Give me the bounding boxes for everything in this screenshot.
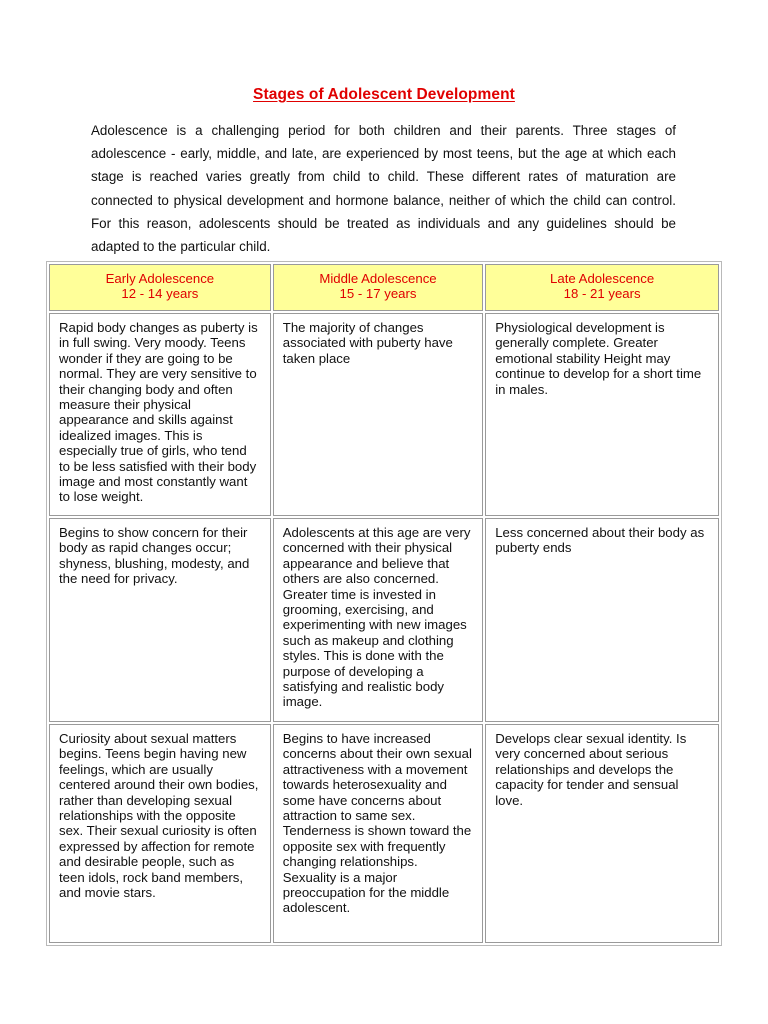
cell-text: Develops clear sexual identity. Is very concerned about serious relationships and develops the capacity for tender and sensual love. [495, 731, 687, 808]
table-row [49, 724, 719, 943]
table-cell [49, 313, 271, 516]
cell-text: Less concerned about their body as puberty ends [495, 525, 705, 556]
table-cell [49, 724, 271, 943]
cell-text: Physiological development is generally complete. Greater emotional stability Height may continue to develop for a short time in males. [495, 320, 702, 397]
header-age-range: 15 - 17 years [339, 286, 417, 302]
table-row [49, 518, 719, 722]
page-title: Stages of Adolescent Development [253, 86, 515, 103]
stages-table [46, 261, 722, 946]
header-stage-name: Late Adolescence [550, 271, 655, 286]
table-header-row [49, 264, 719, 311]
cell-text: Begins to have increased concerns about their own sexual attractiveness with a movement towards heterosexuality and some have concerns about attraction to same sex. Tenderness is shown toward the opposite sex with frequently changing relationships. Sexuality is a major preoccupation for the middle adolescent. [282, 731, 472, 916]
table-cell [485, 518, 719, 722]
table-cell [273, 313, 483, 516]
cell-text: Adolescents at this age are very concerned with their physical appearance and believe that others are also concerned. Greater time is invested in grooming, exercising, and experimenting with new images such as makeup and clothing styles. This is done with the purpose of developing a satisfying and realistic body image. [282, 525, 471, 710]
cell-text: Rapid body changes as puberty is in full swing. Very moody. Teens wonder if they are going to be normal. They are very sensitive to their changing body and often measure their physical appearance and skills against idealized images. This is especially true of girls, who tend to be less satisfied with their body image and most constantly want to lose weight. [59, 320, 258, 505]
header-age-range: 18 - 21 years [563, 286, 641, 302]
table-cell [273, 518, 483, 722]
table-cell [485, 313, 719, 516]
cell-text: Curiosity about sexual matters begins. Teens begin having new feelings, which are usually centered around their own bodies, rather than developing sexual relationships with the opposite sex. Their sexual curiosity is often expressed by affection for remote and desirable people, such as teen idols, rock band members, and movie stars. [59, 731, 259, 901]
table-cell [49, 518, 271, 722]
header-middle-adolescence [273, 264, 483, 311]
cell-text: Begins to show concern for their body as rapid changes occur; shyness, blushing, modesty, and the need for privacy. [59, 525, 250, 587]
header-early-adolescence [49, 264, 271, 311]
table-cell [485, 724, 719, 943]
header-age-range: 12 - 14 years [121, 286, 199, 302]
header-stage-name: Early Adolescence [105, 271, 215, 286]
cell-text: The majority of changes associated with puberty have taken place [282, 320, 453, 366]
header-stage-name: Middle Adolescence [319, 271, 437, 286]
table-cell [273, 724, 483, 943]
intro-paragraph: Adolescence is a challenging period for both children and their parents. Three stages of adolescence - early, middle, and late, are experienced by most teens, but the age at which each stage is reached varies greatly from child to child. These different rates of maturation are connected to physical development and hormone balance, neither of which the child can control. For this reason, adolescents should be treated as individuals and any guidelines should be adapted to the particular child. [91, 123, 676, 255]
table-row [49, 313, 719, 516]
header-late-adolescence [485, 264, 719, 311]
